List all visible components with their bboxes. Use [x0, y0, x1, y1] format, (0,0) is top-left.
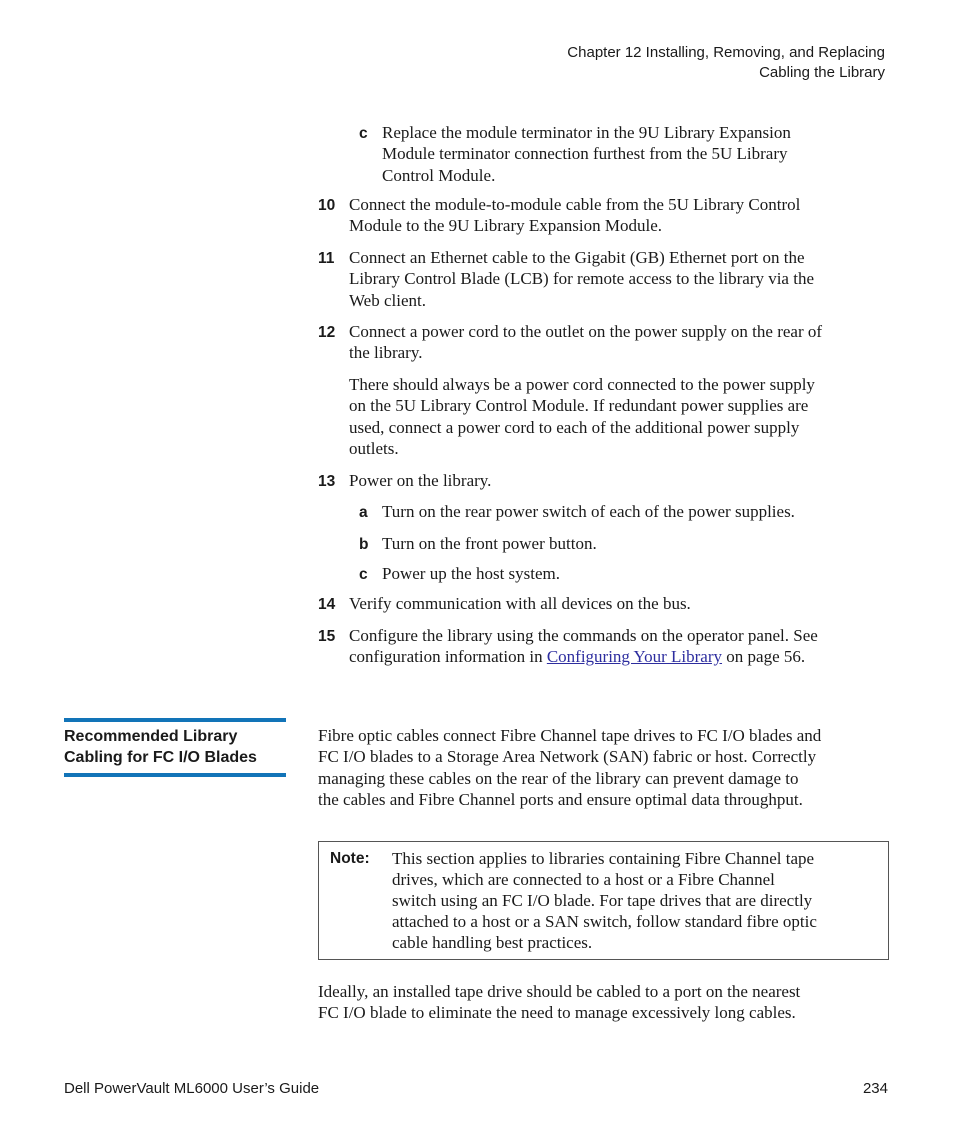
section-title-line: Recommended Library: [64, 728, 238, 745]
step-number: a: [359, 504, 368, 521]
note-box: [318, 841, 889, 960]
closing-paragraph: [318, 981, 800, 1024]
step-number: 10: [318, 197, 336, 214]
step-text-segment: configuration information in: [349, 647, 547, 667]
note-line: drives, which are connected to a host or a Fibre Channel: [392, 870, 775, 890]
step-text-line: Control Module.: [382, 165, 496, 185]
step-number: 15: [318, 628, 336, 645]
note-label: Note:: [330, 850, 370, 867]
paragraph-line: managing these cables on the rear of the library can prevent damage to: [318, 768, 799, 788]
step-text-line: Connect the module-to-module cable from the 5U Library Control: [349, 195, 801, 214]
step-number: c: [359, 566, 368, 583]
section-heading: [64, 718, 286, 777]
step-13: [318, 470, 491, 491]
paragraph-line: There should always be a power cord connected to the power supply: [349, 375, 815, 394]
step-text-line: Verify communication with all devices on the bus.: [349, 594, 691, 613]
step-number: c: [359, 125, 368, 142]
step-11: [318, 247, 814, 311]
step-text-line: Connect an Ethernet cable to the Gigabit (GB) Ethernet port on the: [349, 248, 805, 267]
step-number: 14: [318, 596, 336, 613]
paragraph-line: the cables and Fibre Channel ports and ensure optimal data throughput.: [318, 789, 803, 809]
step-10: [318, 194, 800, 237]
step-text-segment: on page 56.: [722, 647, 806, 667]
step-text-line: Turn on the front power button.: [382, 534, 597, 553]
step-13a: [359, 501, 795, 522]
step-text-line: Module terminator connection furthest from the 5U Library: [382, 144, 788, 164]
note-line: cable handling best practices.: [392, 933, 593, 953]
section-title: [64, 722, 286, 773]
section-title-line: Cabling for FC I/O Blades: [64, 749, 257, 766]
paragraph-line: Fibre optic cables connect Fibre Channel tape drives to FC I/O blades and: [318, 726, 822, 745]
note-body: [392, 848, 817, 953]
configuring-your-library-link[interactable]: Configuring Your Library: [546, 647, 723, 667]
step-number: 11: [318, 250, 335, 267]
step-text-line: Module to the 9U Library Expansion Module.: [349, 216, 663, 236]
step-13c: [359, 563, 560, 584]
step-text-line: Web client.: [349, 290, 426, 310]
paragraph-line: used, connect a power cord to each of the additional power supply: [349, 417, 800, 437]
step-number: 13: [318, 473, 336, 490]
running-header: [567, 43, 885, 83]
heading-rule-bottom: [64, 773, 286, 777]
step-text-line: Library Control Blade (LCB) for remote access to the library via the: [349, 269, 814, 289]
footer-page-number: 234: [862, 1080, 888, 1097]
step-text-line: Power up the host system.: [382, 564, 561, 583]
paragraph-line: on the 5U Library Control Module. If redundant power supplies are: [349, 396, 809, 416]
step-number: b: [359, 536, 369, 553]
step-text-line: Turn on the rear power switch of each of the power supplies.: [382, 502, 795, 521]
note-line: attached to a host or a SAN switch, follow standard fibre optic: [392, 912, 817, 932]
step-text-line: Configure the library using the commands on the operator panel. See: [349, 626, 818, 645]
intro-paragraph: [318, 725, 821, 810]
paragraph-line: FC I/O blades to a Storage Area Network (SAN) fabric or host. Correctly: [318, 747, 817, 767]
step-9c: [359, 122, 791, 186]
note-line: This section applies to libraries containing Fibre Channel tape: [392, 849, 815, 868]
step-text-line: the library.: [349, 343, 423, 363]
step-text-line: Connect a power cord to the outlet on the power supply on the rear of: [349, 322, 823, 341]
step-14: [318, 593, 691, 614]
paragraph-line: outlets.: [349, 438, 399, 458]
note-line: switch using an FC I/O blade. For tape drives that are directly: [392, 891, 813, 911]
step-15: [318, 625, 818, 668]
step-13b: [359, 533, 597, 554]
step-text-line: [349, 646, 818, 667]
paragraph-line: Ideally, an installed tape drive should be cabled to a port on the nearest: [318, 982, 801, 1001]
footer-title: Dell PowerVault ML6000 User’s Guide: [64, 1080, 320, 1097]
paragraph-line: FC I/O blade to eliminate the need to manage excessively long cables.: [318, 1003, 796, 1023]
step-text-line: Power on the library.: [349, 471, 492, 490]
step-number: 12: [318, 324, 336, 341]
step-12-note-paragraph: [318, 374, 815, 459]
header-chapter: Chapter 12 Installing, Removing, and Replacing: [567, 44, 885, 61]
step-text-line: Replace the module terminator in the 9U Library Expansion: [382, 123, 791, 142]
step-12: [318, 321, 822, 364]
header-section: Cabling the Library: [759, 64, 885, 81]
